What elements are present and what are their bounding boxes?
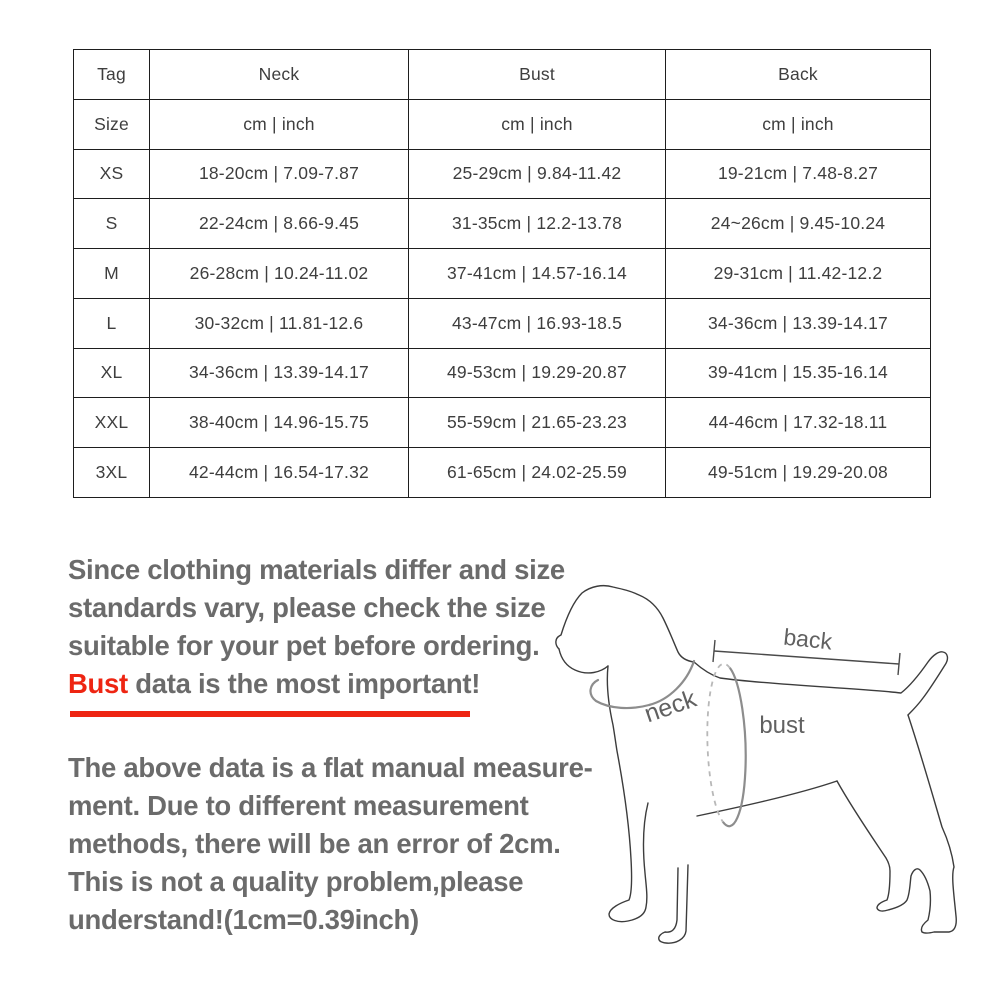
note-line: ment. Due to different measurement: [68, 790, 529, 821]
size-cell: S: [74, 199, 150, 249]
bust-cell: 43-47cm | 16.93-18.5: [409, 298, 666, 348]
back-cell: 44-46cm | 17.32-18.11: [666, 398, 931, 448]
note-line: methods, there will be an error of 2cm.: [68, 828, 561, 859]
dog-outline-drawing: [556, 586, 956, 943]
bust-measure-ellipse-front: [723, 668, 746, 826]
subheader-back-units: cm | inch: [666, 99, 931, 149]
size-cell: XXL: [74, 398, 150, 448]
bust-highlight-text: Bust: [68, 668, 128, 699]
dog-rear-legs: [837, 715, 956, 933]
size-cell: XS: [74, 149, 150, 199]
note-line: standards vary, please check the size: [68, 592, 546, 623]
bust-cell: 37-41cm | 14.57-16.14: [409, 249, 666, 299]
table-row: [74, 398, 931, 448]
bust-cell: 31-35cm | 12.2-13.78: [409, 199, 666, 249]
back-cell: 39-41cm | 15.35-16.14: [666, 348, 931, 398]
subheader-size: Size: [74, 99, 150, 149]
neck-label: neck: [640, 684, 700, 729]
col-header-tag: Tag: [74, 50, 150, 100]
note-line: understand!(1cm=0.39inch): [68, 904, 419, 935]
subheader-bust-units: cm | inch: [409, 99, 666, 149]
size-cell: L: [74, 298, 150, 348]
col-header-back: Back: [666, 50, 931, 100]
table-header-row: [74, 50, 931, 100]
dog-back-and-tail: [694, 652, 947, 715]
back-cell: 34-36cm | 13.39-14.17: [666, 298, 931, 348]
red-underline: [70, 711, 470, 717]
note-line: This is not a quality problem,please: [68, 866, 524, 897]
note-line: suitable for your pet before ordering.: [68, 630, 540, 661]
table-row: [74, 149, 931, 199]
neck-cell: 42-44cm | 16.54-17.32: [150, 448, 409, 498]
measurement-note-paragraph: [68, 749, 593, 939]
table-row: [74, 348, 931, 398]
col-header-bust: Bust: [409, 50, 666, 100]
table-row: [74, 249, 931, 299]
bust-cell: 61-65cm | 24.02-25.59: [409, 448, 666, 498]
dog-far-front-leg: [659, 865, 688, 943]
size-cell: XL: [74, 348, 150, 398]
neck-cell: 18-20cm | 7.09-7.87: [150, 149, 409, 199]
back-cell: 24~26cm | 9.45-10.24: [666, 199, 931, 249]
sizing-note-paragraph: [68, 551, 565, 703]
size-chart-table: [73, 49, 931, 498]
note-line-rest: data is the most important!: [127, 668, 481, 699]
bust-measure-ellipse-back: [707, 664, 730, 822]
neck-cell: 26-28cm | 10.24-11.02: [150, 249, 409, 299]
back-cell: 29-31cm | 11.42-12.2: [666, 249, 931, 299]
dog-jaw-outline: [559, 649, 608, 673]
bust-cell: 49-53cm | 19.29-20.87: [409, 348, 666, 398]
back-label: back: [782, 623, 834, 655]
table-row: [74, 448, 931, 498]
bust-label: bust: [759, 712, 805, 739]
neck-cell: 38-40cm | 14.96-15.75: [150, 398, 409, 448]
size-cell: 3XL: [74, 448, 150, 498]
back-cell: 49-51cm | 19.29-20.08: [666, 448, 931, 498]
note-line: The above data is a flat manual measure-: [68, 752, 593, 783]
neck-cell: 34-36cm | 13.39-14.17: [150, 348, 409, 398]
dog-measurement-diagram: [530, 555, 1000, 967]
col-header-neck: Neck: [150, 50, 409, 100]
size-cell: M: [74, 249, 150, 299]
neck-cell: 30-32cm | 11.81-12.6: [150, 298, 409, 348]
bust-cell: 25-29cm | 9.84-11.42: [409, 149, 666, 199]
note-line: Since clothing materials differ and size: [68, 554, 565, 585]
neck-cell: 22-24cm | 8.66-9.45: [150, 199, 409, 249]
back-cell: 19-21cm | 7.48-8.27: [666, 149, 931, 199]
table-subheader-row: [74, 99, 931, 149]
dog-head-outline: [556, 586, 694, 662]
subheader-neck-units: cm | inch: [150, 99, 409, 149]
table-row: [74, 298, 931, 348]
note-line-highlighted: [68, 665, 558, 703]
table-row: [74, 199, 931, 249]
bust-cell: 55-59cm | 21.65-23.23: [409, 398, 666, 448]
